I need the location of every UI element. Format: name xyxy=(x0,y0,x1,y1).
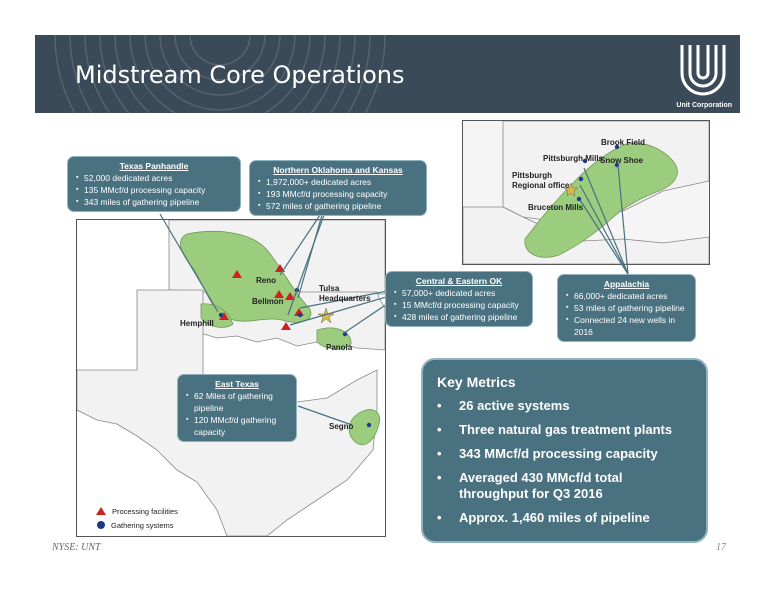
callout-title: Central & Eastern OK xyxy=(415,276,503,286)
key-metrics-box xyxy=(421,358,708,543)
label-bellmon: Bellmon xyxy=(252,297,284,306)
callout-item: ▪ 135 MMcf/d processing capacity xyxy=(76,184,232,196)
logo-text: Unit Corporation xyxy=(676,102,732,109)
metric-item: • Averaged 430 MMcf/d total throughput for Q3 2016 xyxy=(437,470,692,502)
legend-label: Processing facilities xyxy=(112,506,178,516)
callout-item: ▪ 15 MMcf/d processing capacity xyxy=(394,299,524,311)
footer-ticker: NYSE: UNT xyxy=(52,542,101,553)
callout-central-eastern-ok xyxy=(385,271,533,327)
callout-east-texas xyxy=(177,374,297,442)
callout-item: ▪ 428 miles of gathering pipeline xyxy=(394,311,524,323)
label-brook-field: Brook Field xyxy=(601,138,646,147)
legend-label: Gathering systems xyxy=(111,520,174,530)
callout-title: East Texas xyxy=(215,379,259,389)
callout-item: ▪ 53 miles of gathering pipeline xyxy=(566,302,687,314)
callout-appalachia xyxy=(557,274,696,342)
callout-item: ▪ 62 Miles of gathering pipeline xyxy=(186,390,288,414)
label-bruceton-mills: Bruceton Mills xyxy=(528,203,584,212)
callout-northern-oklahoma xyxy=(249,160,427,216)
callout-item: ▪ 66,000+ dedicated acres xyxy=(566,290,687,302)
page-title: Midstream Core Operations xyxy=(75,61,405,89)
callout-texas-panhandle xyxy=(67,156,241,212)
callout-item: ▪ 120 MMcf/d gathering capacity xyxy=(186,414,288,438)
callout-title: Texas Panhandle xyxy=(119,161,189,171)
callout-title: Northern Oklahoma and Kansas xyxy=(273,165,403,175)
label-pittsburgh-regional: Pittsburgh Regional office xyxy=(512,171,570,190)
triangle-icon xyxy=(96,507,106,515)
callout-item: ▪ 343 miles of gathering pipeline xyxy=(76,196,232,208)
callout-item: ▪ 572 miles of gathering pipeline xyxy=(258,200,418,212)
callout-item: ▪ 52,000 dedicated acres xyxy=(76,172,232,184)
metric-item: • Three natural gas treatment plants xyxy=(437,422,692,438)
metric-item: • Approx. 1,460 miles of pipeline xyxy=(437,510,692,526)
label-segno: Segno xyxy=(329,422,354,431)
legend-row-gathering xyxy=(96,518,178,532)
callout-item: ▪ Connected 24 new wells in 2016 xyxy=(566,314,687,338)
label-tulsa: Tulsa Headquarters xyxy=(319,284,371,303)
legend-row-processing xyxy=(96,504,178,518)
label-snow-shoe: Snow Shoe xyxy=(600,156,644,165)
page-number: 17 xyxy=(716,542,726,553)
key-metrics-title: Key Metrics xyxy=(437,374,516,390)
label-panola: Panola xyxy=(326,343,353,352)
metric-item: • 26 active systems xyxy=(437,398,692,414)
callout-title: Appalachia xyxy=(603,279,650,289)
label-pittsburgh-mills: Pittsburgh Mills xyxy=(543,154,603,163)
circle-icon xyxy=(97,521,105,529)
metric-item: • 343 MMcf/d processing capacity xyxy=(437,446,692,462)
label-hemphill: Hemphill xyxy=(180,319,214,328)
map-legend xyxy=(96,504,178,532)
label-reno: Reno xyxy=(256,276,276,285)
callout-item: ▪ 193 MMcf/d processing capacity xyxy=(258,188,418,200)
callout-item: ▪ 57,000+ dedicated acres xyxy=(394,287,524,299)
callout-item: ▪ 1,972,000+ dedicated acres xyxy=(258,176,418,188)
